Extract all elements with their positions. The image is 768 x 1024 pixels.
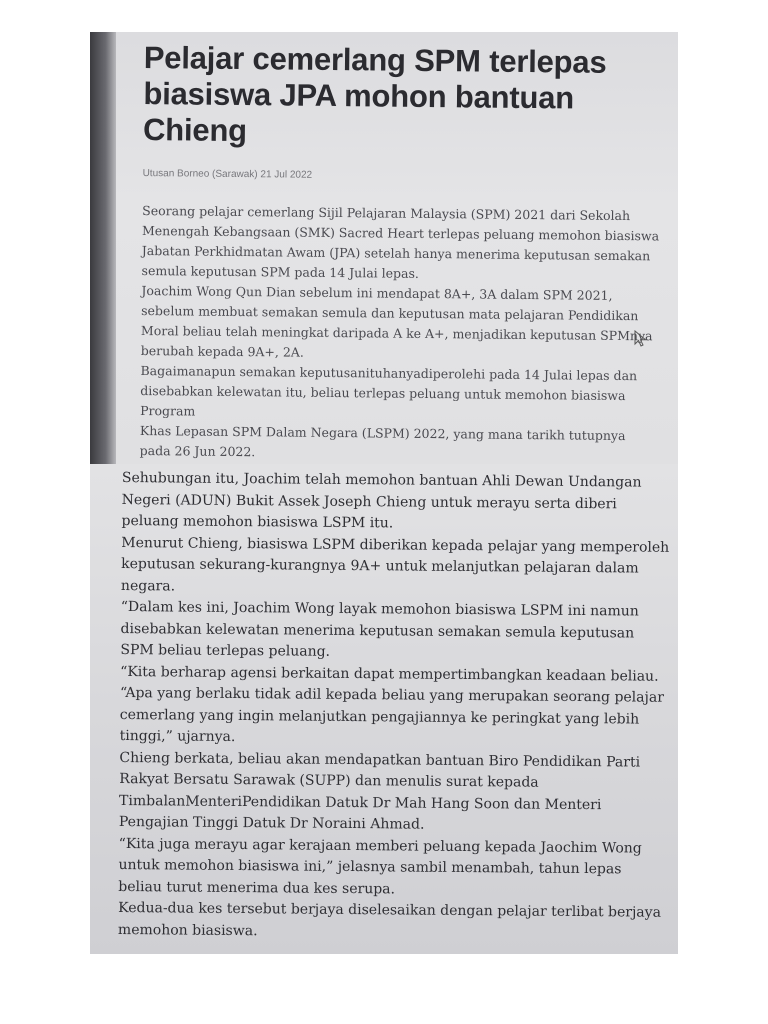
article-paragraph: “Kita berharap agensi berkaitan dapat mempertimbangkan keadaan beliau. xyxy=(120,663,659,685)
article-paragraph: Seorang pelajar cemerlang Sijil Pelajaran Malaysia (SPM) 2021 dari Sekolah Menengah Kebangsaan (SMK) Sacred Heart terlepas peluang memohon biasiswa Jabatan Perkhidmatan Awam (JPA) setelah hanya menerima keputusan semakan semula keputusan SPM pada 14 Julai lepas. xyxy=(141,202,660,281)
article-paragraph: Sehubungan itu, Joachim telah memohon bantuan Ahli Dewan Undangan Negeri (ADUN) Bukit Assek Joseph Chieng untuk merayu serta diberi peluang memohon biasiswa LSPM itu. xyxy=(121,469,642,532)
article-paragraph: Menurut Chieng, biasiswa LSPM diberikan kepada pelajar yang memperoleh keputusan sekurang-kurangnya 9A+ untuk melanjutkan pelajaran dalam negara. xyxy=(120,534,670,594)
article-paragraph: “Kita juga merayu agar kerajaan memberi peluang kepada Jaochim Wong untuk memohon biasiswa ini,” jelasnya sambil menambah, tahun lepas beliau turut menerima dua kes serupa. xyxy=(118,835,642,897)
mouse-pointer-icon xyxy=(634,330,648,348)
article-paragraph: “Apa yang berlaku tidak adil kepada beliau yang merupakan seorang pelajar cemerlang yang ingin melanjutkan pengajiannya ke peringkat yang lebih tinggi,” ujarnya. xyxy=(119,684,665,745)
article-headline: Pelajar cemerlang SPM terlepas biasiswa JPA mohon bantuan Chieng xyxy=(142,40,607,149)
article-paragraph: Khas Lepasan SPM Dalam Negara (LSPM) 2022, yang mana tarikh tutupnya pada 26 Jun 2022. xyxy=(139,422,626,460)
article-top-body xyxy=(140,201,663,464)
article-paragraph: Joachim Wong Qun Dian sebelum ini mendapat 8A+, 3A dalam SPM 2021, sebelum membuat semakan semula dan keputusan mata pelajaran Pendidikan Moral beliau telah meningkat daripada A ke A+, menjadikan keputusan SPMnya berubah kepada 9A+, 2A. xyxy=(140,282,653,360)
article-photo-bottom xyxy=(90,464,678,954)
article-paragraph: Kedua-dua kes tersebut berjaya diselesaikan dengan pelajar terlibat berjaya memohon biasiswa. xyxy=(117,899,662,939)
article-byline: Utusan Borneo (Sarawak) 21 Jul 2022 xyxy=(142,167,313,181)
article-photo-top xyxy=(90,32,678,464)
article-paragraph: “Dalam kes ini, Joachim Wong layak memohon biasiswa LSPM ini namun disebabkan kelewatan menerima keputusan semakan semula keputusan SPM beliau terlepas peluang. xyxy=(120,598,639,660)
article-paragraph: Bagaimanapun semakan keputusanituhanyadiperolehi pada 14 Julai lepas dan disebabkan kelewatan itu, beliau terlepas peluang untuk memohon biasiswa Program xyxy=(140,362,638,419)
photo-dark-edge xyxy=(90,32,116,464)
article-paragraph: Chieng berkata, beliau akan mendapatkan bantuan Biro Pendidikan Parti Rakyat Bersatu Sarawak (SUPP) dan menulis surat kepada TimbalanMenteriPendidikan Datuk Dr Mah Hang Soon dan Menteri Pengajian Tinggi Datuk Dr Noraini Ahmad. xyxy=(118,749,641,833)
article-top-content xyxy=(140,40,664,464)
article-bottom-content xyxy=(118,468,670,946)
